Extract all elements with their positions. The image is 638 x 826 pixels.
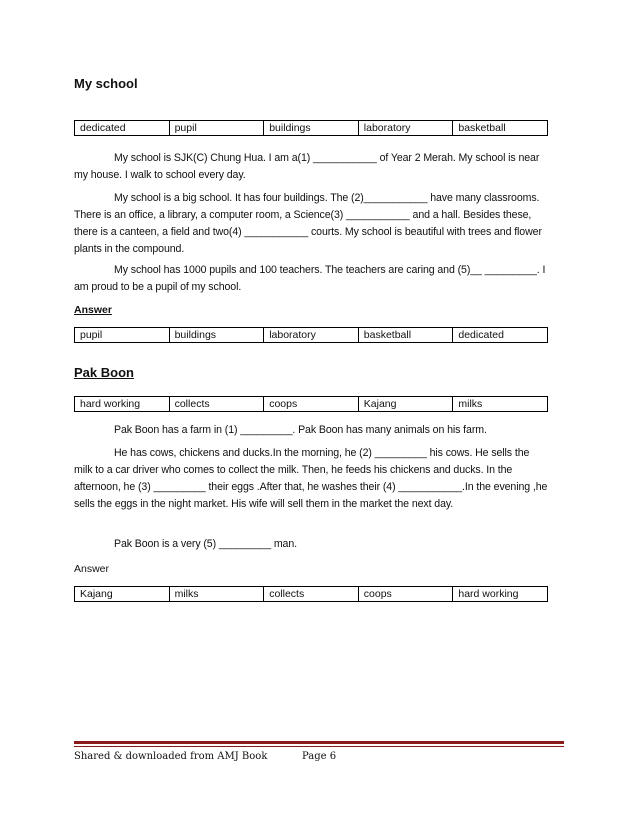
word-bank-cell: coops	[264, 397, 359, 412]
section-title-pak-boon: Pak Boon	[74, 365, 134, 380]
footer-divider-thin	[74, 746, 564, 747]
word-bank-cell: hard working	[75, 397, 170, 412]
paragraph: He has cows, chickens and ducks.In the morning, he (2) _________ his cows. He sells the milk to a car driver who comes to collect the milk. Then, he feeds his chickens and ducks. In the afternoon, he (3) _________ their eggs .After that, he washes their (4) ___________.In the evening ,he sells the eggs in the night market. His wife will sell them in the market the next day.	[74, 447, 548, 510]
word-bank-cell: Kajang	[358, 397, 453, 412]
paragraph: Pak Boon has a farm in (1) _________. Pak Boon has many animals on his farm.	[114, 424, 487, 436]
word-bank-cell: pupil	[169, 121, 264, 136]
footer-divider	[74, 741, 564, 744]
answer-cell: dedicated	[453, 328, 548, 343]
section-title-my-school: My school	[74, 76, 138, 91]
answer-cell: buildings	[169, 328, 264, 343]
answer-cell: laboratory	[264, 328, 359, 343]
answer-cell: pupil	[75, 328, 170, 343]
answer-label: Answer	[74, 304, 112, 316]
paragraph: My school is a big school. It has four buildings. The (2)___________ have many classrooms. There is an office, a library, a computer room, a Science(3) ___________ and a hall. Besides these, there is a canteen, a field and two(4) ___________ courts. My school is beautiful with trees and flower plants in the compound.	[74, 192, 542, 255]
footer-source-text: Shared & downloaded from AMJ Book	[74, 751, 268, 762]
answer-label: Answer	[74, 563, 110, 575]
word-bank-cell: dedicated	[75, 121, 170, 136]
answer-cell: coops	[358, 587, 453, 602]
word-bank-cell: milks	[453, 397, 548, 412]
paragraph: Pak Boon is a very (5) _________ man.	[114, 538, 297, 550]
word-bank-table-my-school	[74, 120, 548, 136]
answer-cell: basketball	[358, 328, 453, 343]
answer-cell: milks	[169, 587, 264, 602]
answer-cell: collects	[264, 587, 359, 602]
paragraph: My school is SJK(C) Chung Hua. I am a(1) ___________ of Year 2 Merah. My school is near my house. I walk to school every day.	[74, 152, 540, 181]
answer-cell: Kajang	[75, 587, 170, 602]
footer-page-number: Page 6	[302, 751, 337, 762]
answer-table-my-school	[74, 327, 548, 343]
word-bank-cell: collects	[169, 397, 264, 412]
answer-cell: hard working	[453, 587, 548, 602]
word-bank-cell: laboratory	[358, 121, 453, 136]
answer-table-pak-boon	[74, 586, 548, 602]
word-bank-cell: buildings	[264, 121, 359, 136]
word-bank-cell: basketball	[453, 121, 548, 136]
paragraph: My school has 1000 pupils and 100 teachers. The teachers are caring and (5)__ _________. I am proud to be a pupil of my school.	[74, 264, 546, 293]
word-bank-table-pak-boon	[74, 396, 548, 412]
